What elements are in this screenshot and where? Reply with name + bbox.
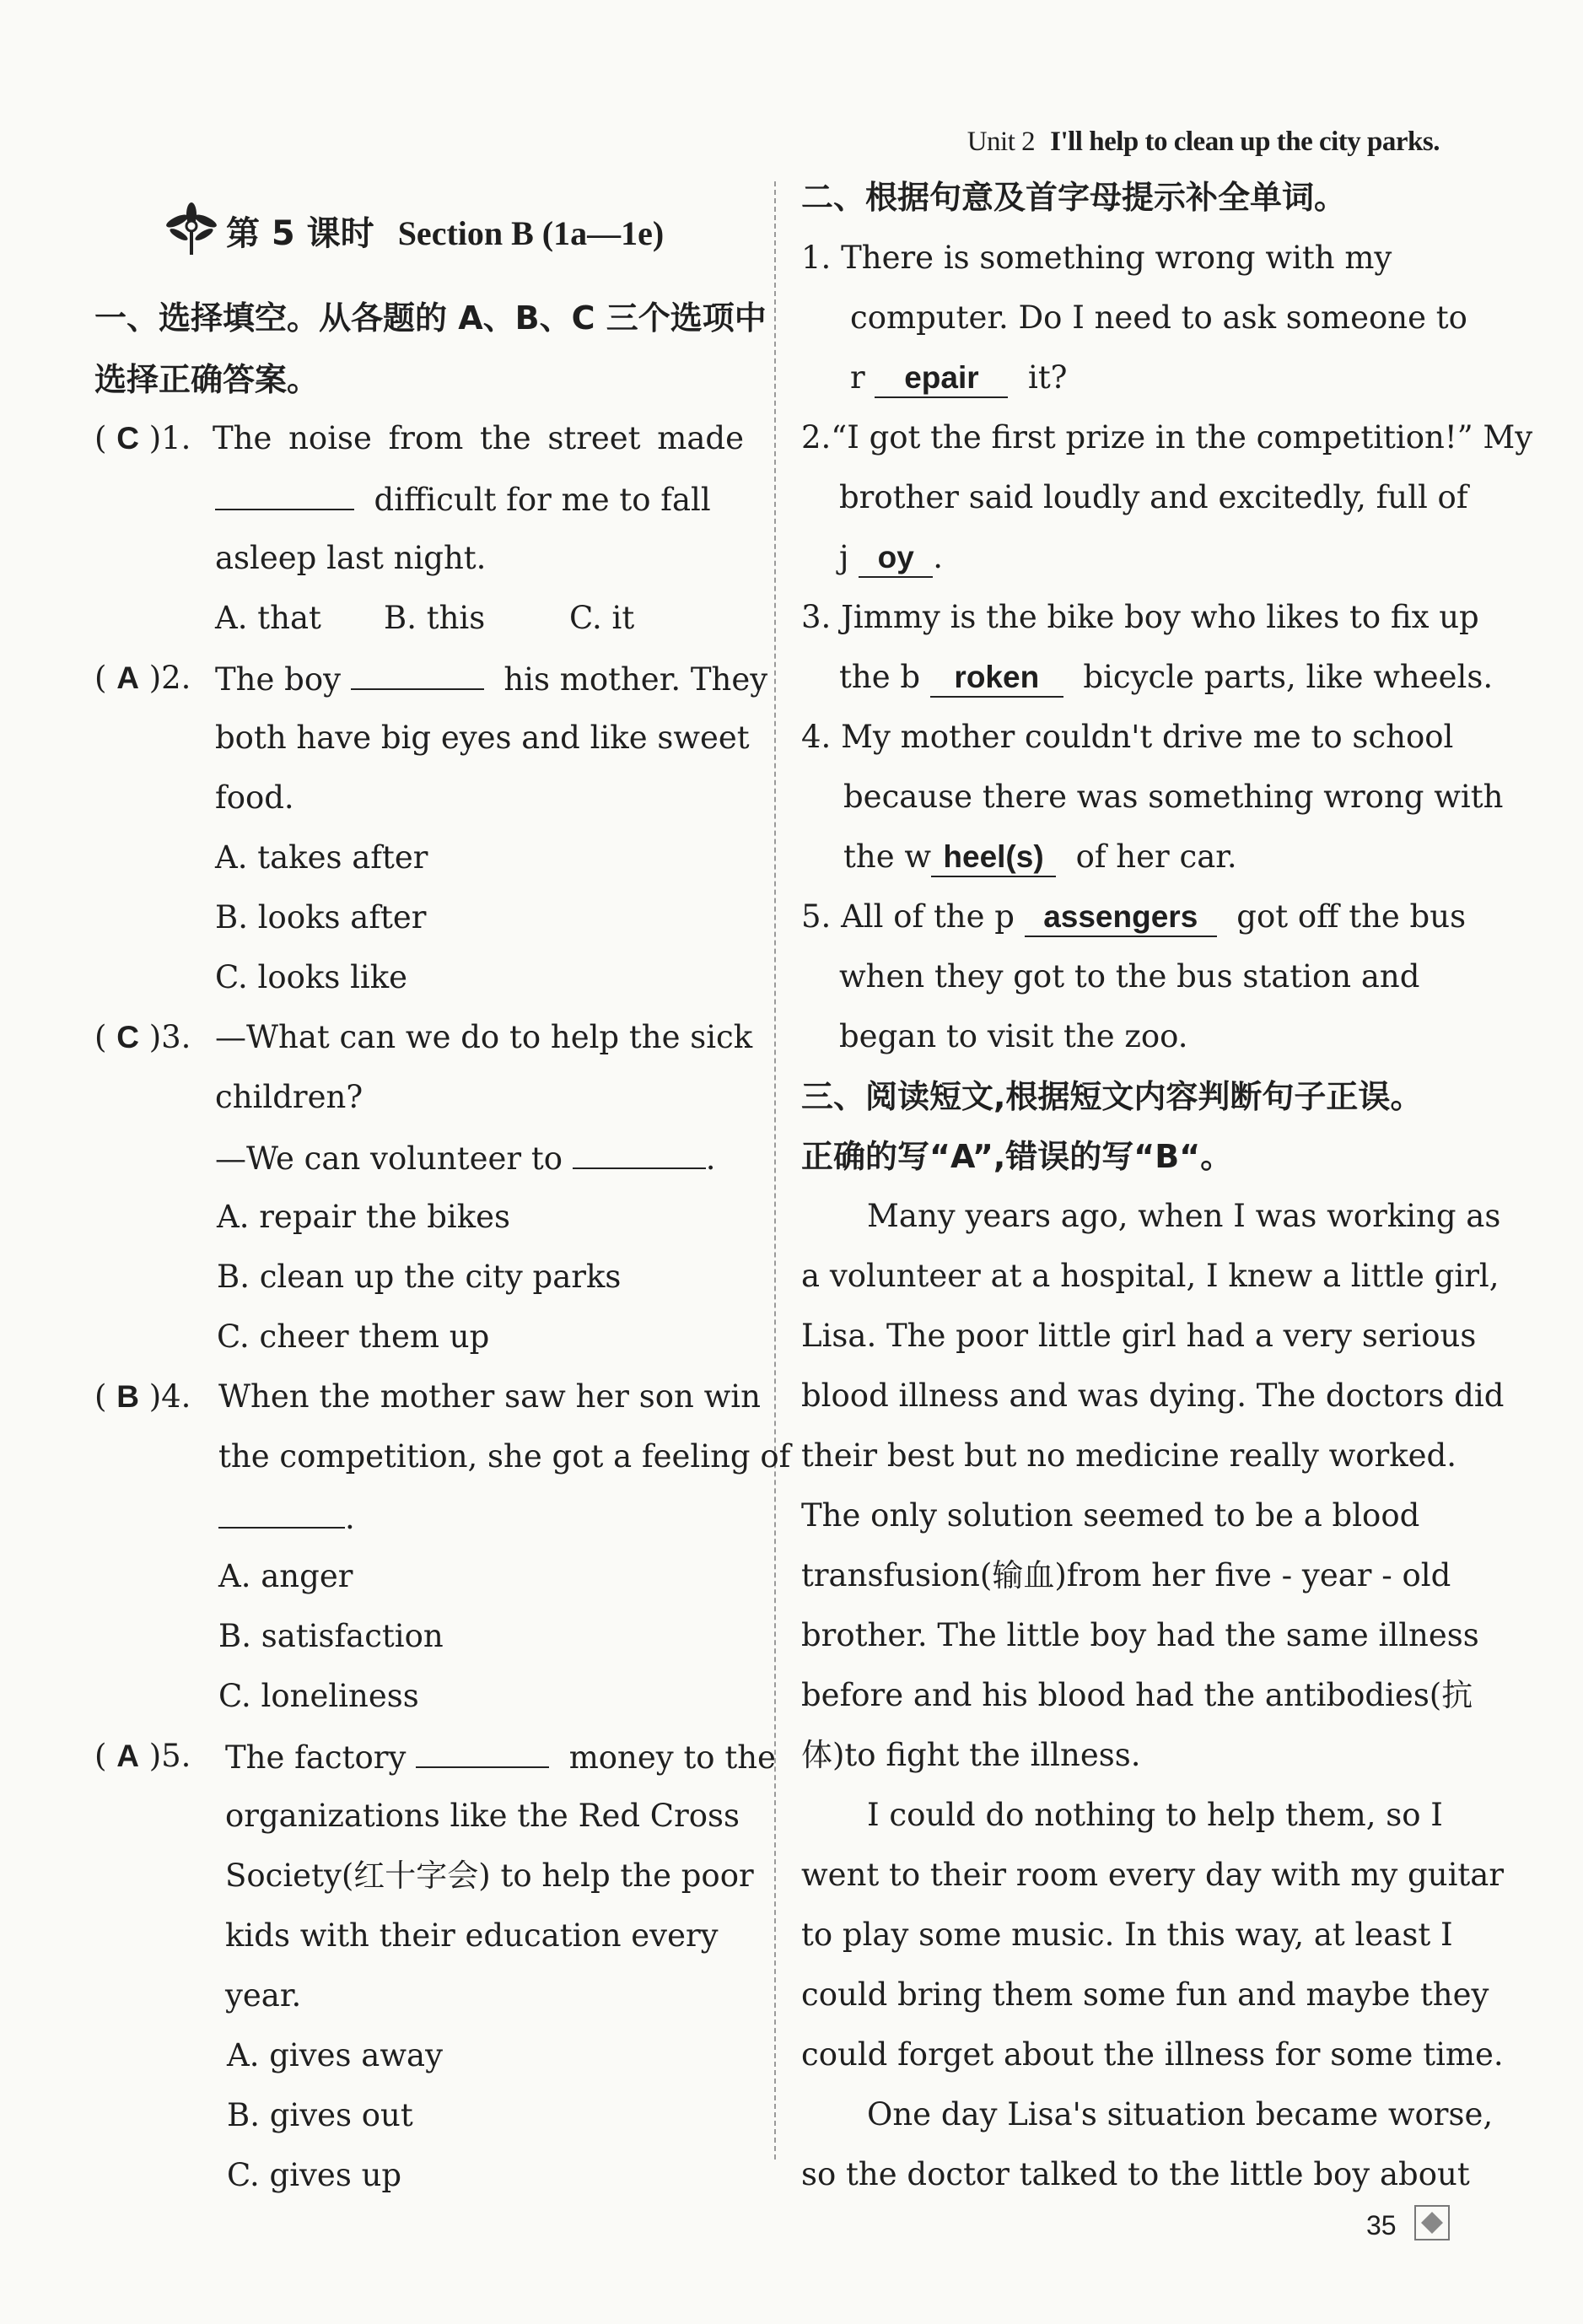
p2-q2-line2: brother said loudly and excitedly, full of	[839, 479, 1468, 515]
q5-line1	[225, 1738, 776, 1777]
q3-number: )3.	[148, 1019, 191, 1055]
p2-q2-suffix: .	[933, 539, 944, 575]
q1-w6: made	[657, 420, 744, 456]
passage-line: Many years ago, when I was working as	[867, 1198, 1501, 1234]
q4-line3: .	[218, 1498, 355, 1537]
passage-line: their best but no medicine really worked.	[801, 1437, 1456, 1474]
column-divider	[774, 181, 776, 2160]
passage-line: One day Lisa's situation became worse,	[867, 2096, 1494, 2133]
q4-blank	[218, 1498, 345, 1529]
unit-title: I'll help to clean up the city parks.	[1050, 127, 1440, 157]
p2-q5-line3: began to visit the zoo.	[839, 1018, 1188, 1054]
part1-title: 一、选择填空。从各题的 A、B、C 三个选项中	[94, 299, 767, 337]
passage-line: so the doctor talked to the little boy about	[801, 2156, 1470, 2192]
p2-q4-line2: because there was something wrong with	[843, 779, 1504, 815]
q2-line1	[215, 660, 767, 698]
q2-option-b: B. looks after	[215, 899, 427, 936]
q3-line3-text: —We can volunteer to	[215, 1140, 563, 1177]
passage-line: brother. The little boy had the same illness	[801, 1617, 1479, 1653]
q3-option-a: A. repair the bikes	[217, 1199, 511, 1235]
p2-q5-prefix: 5. All of the p	[801, 898, 1015, 935]
p2-q4-suffix: of her car.	[1075, 838, 1237, 875]
p2-q4-line3	[843, 838, 1237, 877]
q3-line3: —We can volunteer to .	[215, 1140, 716, 1177]
q4-answer-letter: B	[116, 1379, 139, 1414]
q1-option-b: B. this	[384, 600, 486, 636]
q5-line1-b: money to the	[568, 1739, 776, 1776]
p2-q2-line1: 2.“I got the first prize in the competition!” My	[801, 419, 1533, 456]
q2-line2: both have big eyes and like sweet	[215, 720, 750, 756]
passage-line: went to their room every day with my guitar	[801, 1857, 1505, 1893]
q4-number: )4.	[148, 1378, 191, 1415]
q3-line1: —What can we do to help the sick	[215, 1019, 753, 1055]
q1-w4: the	[480, 420, 531, 456]
part3-title-cont: 正确的写“A”,错误的写“B“。	[801, 1138, 1233, 1175]
p2-q4-line1: 4. My mother couldn't drive me to school	[801, 719, 1454, 755]
part1-title-cont: 选择正确答案。	[94, 361, 320, 398]
p2-q3-prefix: the b	[839, 659, 921, 695]
passage-line: I could do nothing to help them, so I	[867, 1797, 1443, 1833]
q1-number: )1.	[148, 420, 191, 456]
q1-w3: from	[388, 420, 464, 456]
p2-q3-answer: roken	[930, 659, 1063, 698]
q4-answer: ( B )4.	[94, 1378, 191, 1415]
passage-line: The only solution seemed to be a blood	[801, 1497, 1420, 1534]
p2-q3-line2	[839, 659, 1493, 698]
q5-answer-letter: A	[116, 1739, 139, 1773]
p2-q2-answer: oy	[859, 539, 933, 578]
q5-answer: ( A )5.	[94, 1738, 191, 1774]
p2-q5-suffix: got off the bus	[1236, 898, 1467, 935]
q1-option-a: A. that	[215, 600, 321, 636]
q3-line2: children?	[215, 1079, 363, 1115]
q1-answer-letter: C	[116, 421, 139, 456]
passage-line: 体)to fight the illness.	[801, 1737, 1141, 1773]
passage-line: before and his blood had the antibodies(抗	[801, 1677, 1473, 1713]
flower-icon	[162, 199, 221, 258]
q2-option-a: A. takes after	[215, 839, 428, 876]
passage-line: could forget about the illness for some time.	[801, 2036, 1504, 2073]
q2-line3: food.	[215, 779, 294, 816]
q2-option-c: C. looks like	[215, 959, 408, 995]
passage-line: could bring them some fun and maybe they	[801, 1976, 1489, 2013]
q4-option-c: C. loneliness	[218, 1678, 419, 1714]
passage-line: a volunteer at a hospital, I knew a little girl,	[801, 1258, 1500, 1294]
q1-line2	[215, 480, 711, 519]
p2-q5-answer: assengers	[1025, 898, 1217, 937]
q1-blank	[215, 480, 354, 510]
q4-option-b: B. satisfaction	[218, 1618, 444, 1654]
p2-q2-prefix: j	[839, 539, 849, 575]
q1-option-c: C. it	[569, 600, 635, 636]
p2-q3-suffix: bicycle parts, like wheels.	[1083, 659, 1494, 695]
q1-answer: ( C )1.	[94, 420, 191, 456]
diamond-page-icon	[1413, 2203, 1451, 2242]
part3-title: 三、阅读短文,根据短文内容判断句子正误。	[801, 1078, 1423, 1115]
q5-option-c: C. gives up	[227, 2157, 402, 2193]
q3-option-c: C. cheer them up	[217, 1318, 490, 1355]
q1-w2: noise	[288, 420, 372, 456]
q3-option-b: B. clean up the city parks	[217, 1259, 622, 1295]
q5-line1-a: The factory	[225, 1739, 407, 1776]
q1-w1: The	[213, 420, 272, 456]
q2-blank	[351, 660, 484, 690]
p2-q1-line2: computer. Do I need to ask someone to	[850, 299, 1467, 336]
passage-line: to play some music. In this way, at least I	[801, 1917, 1453, 1953]
q3-blank	[573, 1139, 706, 1169]
q5-line2: organizations like the Red Cross	[225, 1798, 740, 1834]
p2-q4-answer: heel(s)	[931, 838, 1056, 877]
q5-blank	[416, 1738, 549, 1768]
q4-line1: When the mother saw her son win	[218, 1378, 761, 1415]
q5-option-b: B. gives out	[227, 2097, 413, 2133]
page-number: 35	[1366, 2210, 1397, 2240]
p2-q4-prefix: the w	[843, 838, 932, 875]
q5-option-a: A. gives away	[227, 2037, 444, 2073]
q3-answer-letter: C	[116, 1020, 139, 1054]
q5-number: )5.	[148, 1738, 191, 1774]
p2-q1-line1: 1. There is something wrong with my	[801, 240, 1392, 276]
q2-line1-b: his mother. They	[503, 661, 768, 698]
q2-answer: ( A )2.	[94, 660, 191, 696]
running-header	[967, 127, 1440, 158]
p2-q3-line1: 3. Jimmy is the bike boy who likes to fix up	[801, 599, 1479, 635]
q2-answer-letter: A	[116, 661, 139, 695]
passage-line: transfusion(输血)from her five - year - old	[801, 1557, 1451, 1593]
p2-q5-line2: when they got to the bus station and	[839, 958, 1420, 995]
q4-option-a: A. anger	[218, 1558, 353, 1594]
unit-label: Unit 2	[966, 127, 1036, 157]
q2-line1-a: The boy	[215, 661, 342, 698]
q1-line1	[213, 420, 744, 457]
passage-line: Lisa. The poor little girl had a very serious	[801, 1318, 1477, 1354]
p2-q1-line3	[850, 359, 1068, 398]
lesson-title	[226, 207, 664, 255]
q5-line5: year.	[225, 1977, 302, 2014]
q2-number: )2.	[148, 660, 191, 696]
lesson-label: 第 5 课时	[226, 214, 374, 253]
q3-answer: ( C )3.	[94, 1019, 191, 1055]
q1-line2-text: difficult for me to fall	[374, 482, 711, 518]
q5-line3: Society(红十字会) to help the poor	[225, 1858, 754, 1894]
q4-line2: the competition, she got a feeling of	[218, 1438, 791, 1475]
p2-q1-answer: epair	[875, 359, 1008, 398]
p2-q1-suffix: it?	[1027, 359, 1068, 396]
passage-line: blood illness and was dying. The doctors did	[801, 1378, 1505, 1414]
p2-q5-line1	[801, 898, 1466, 937]
q1-line3: asleep last night.	[215, 540, 487, 576]
q5-line4: kids with their education every	[225, 1917, 719, 1954]
p2-q2-line3	[839, 539, 943, 578]
p2-q1-prefix: r	[850, 359, 865, 396]
part2-title: 二、根据句意及首字母提示补全单词。	[801, 179, 1347, 216]
q1-w5: street	[547, 420, 641, 456]
lesson-section: Section B (1a—1e)	[397, 214, 665, 252]
